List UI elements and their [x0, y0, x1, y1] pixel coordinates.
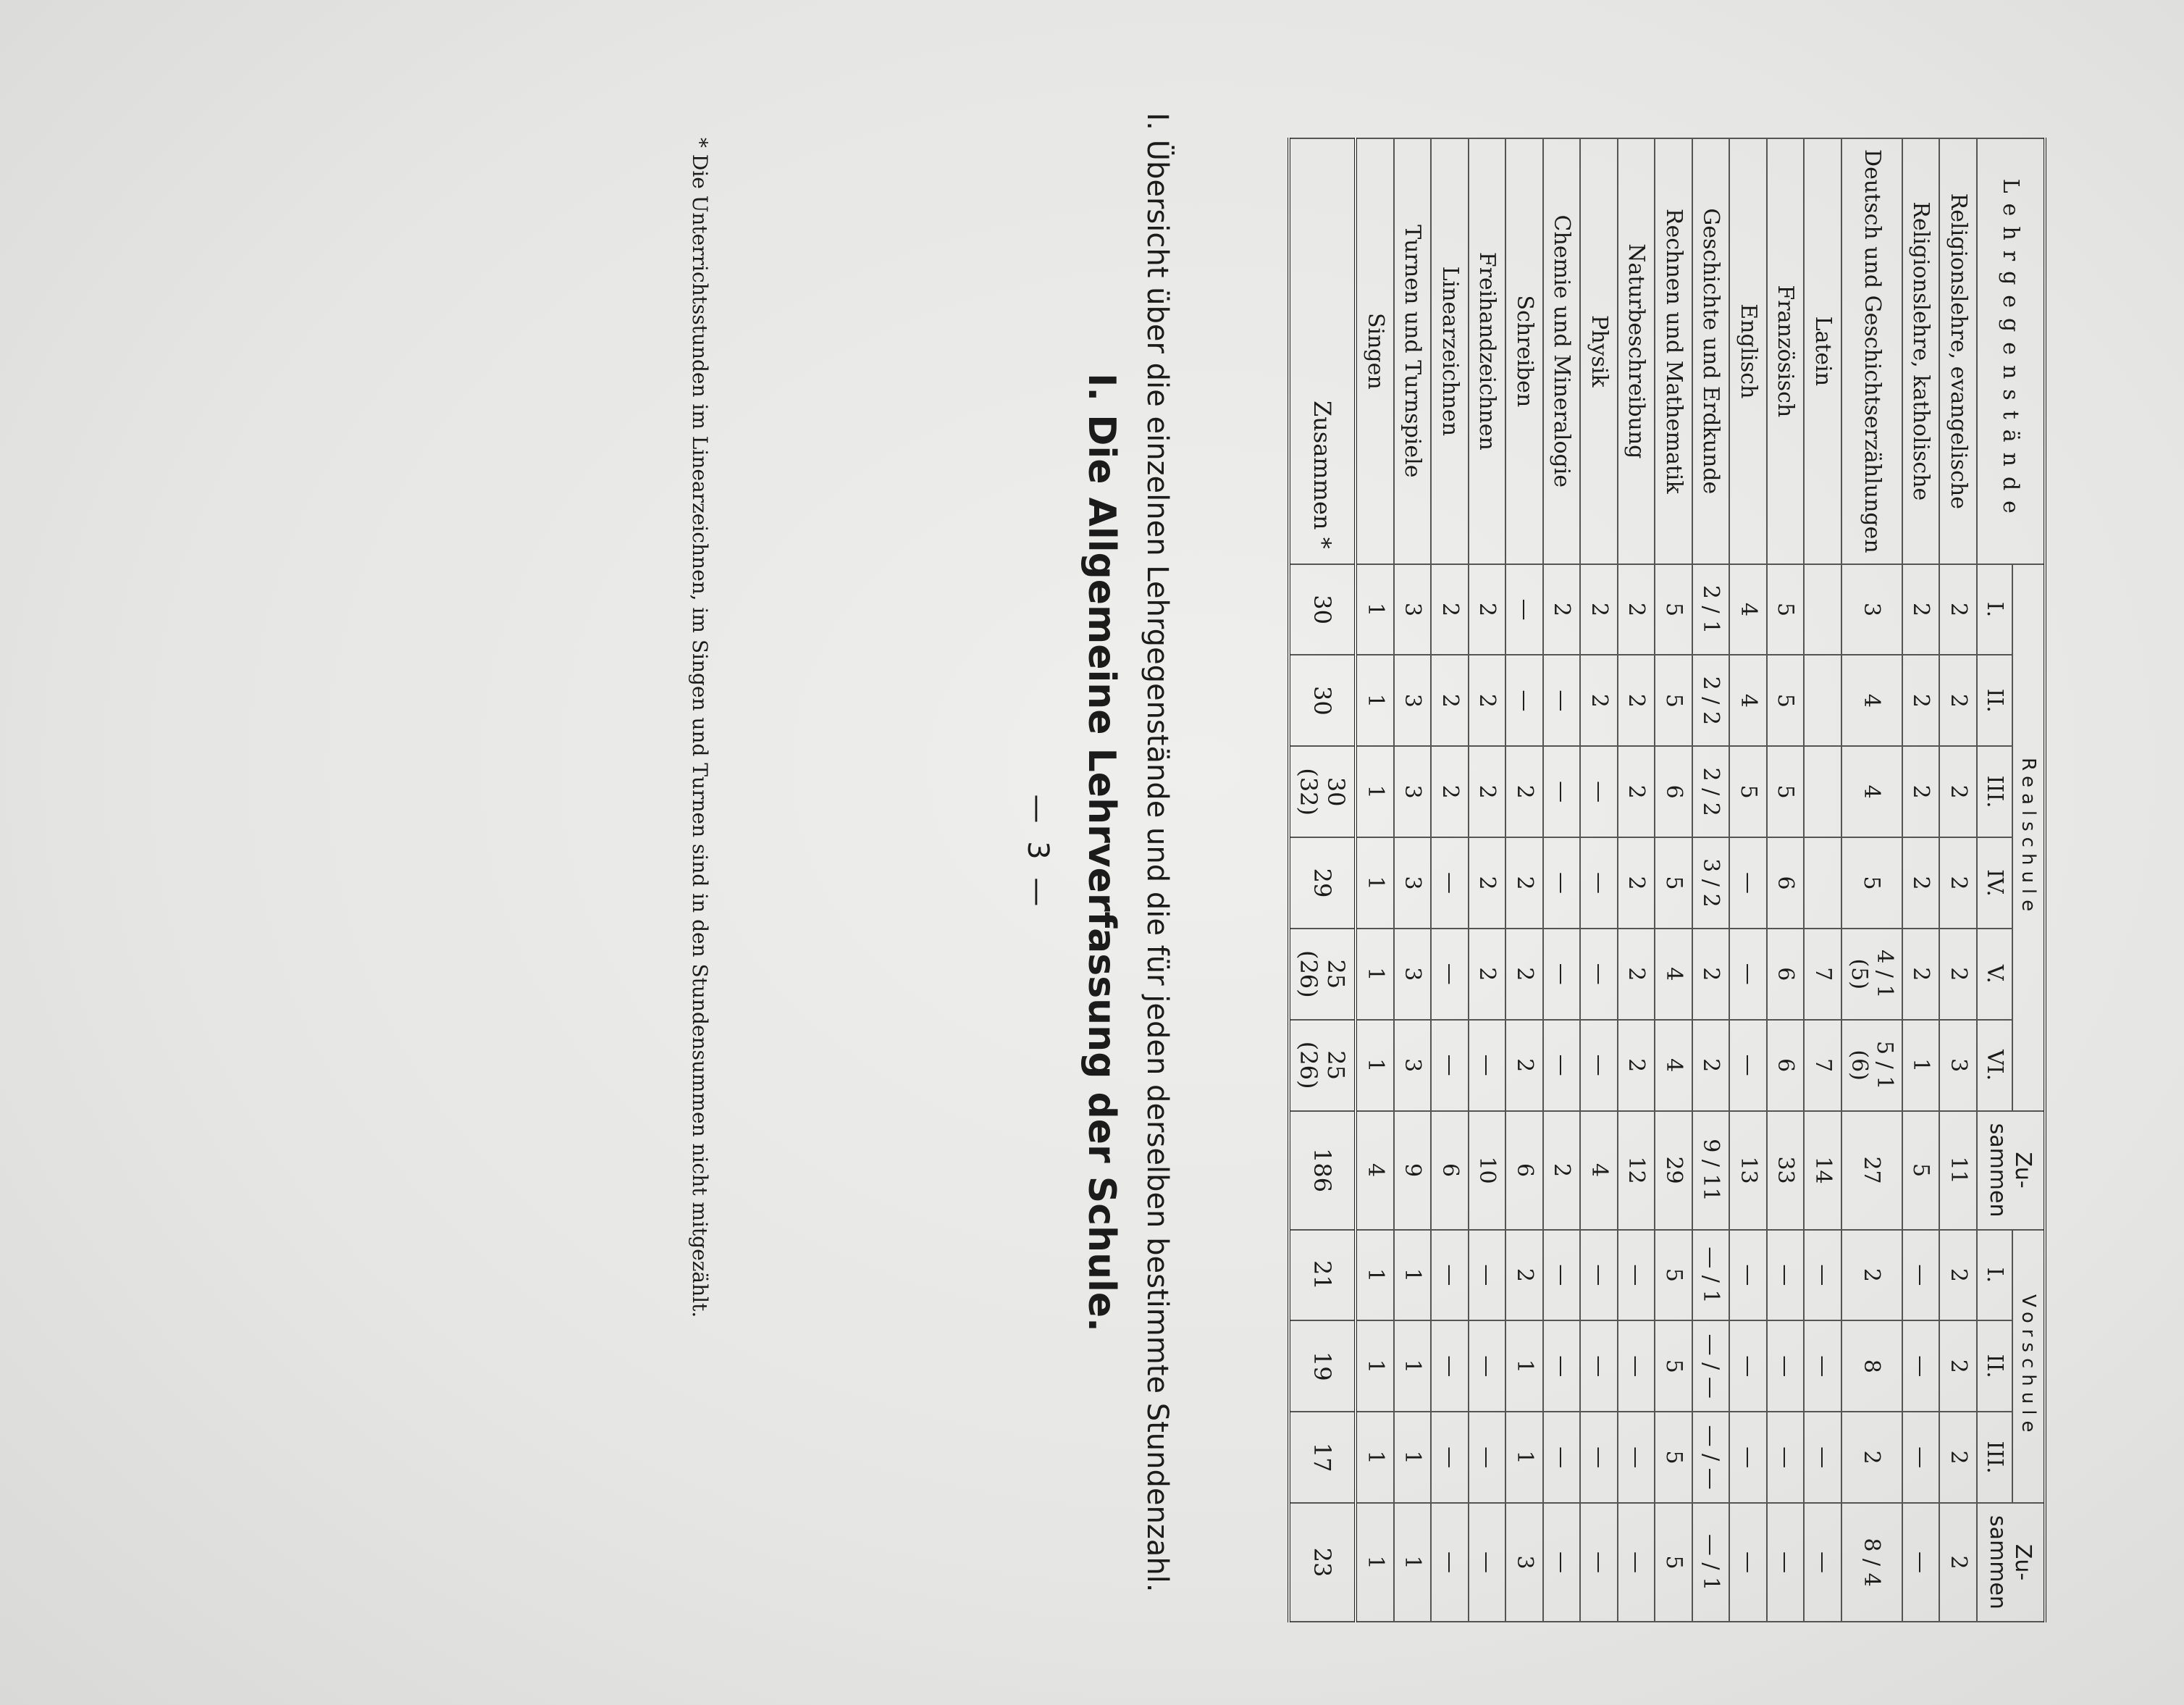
realschule-hours-cell: 3	[1940, 1020, 1978, 1111]
realschule-sum-cell: 29	[1655, 1111, 1693, 1230]
page-title: I. Die Allgemeine Lehrverfassung der Schule.	[1080, 373, 1123, 1332]
table-header-row-1	[2012, 138, 2045, 1622]
vorschule-hours-cell: —	[1543, 1412, 1581, 1503]
realschule-hours-cell: 2	[1469, 837, 1506, 929]
vorschule-hours-cell: —	[1902, 1320, 1940, 1412]
table-row	[1394, 138, 1432, 1622]
realschule-hours-cell: 2 / 2	[1692, 746, 1730, 837]
realschule-hours-cell: 1	[1356, 746, 1395, 837]
realschule-hours-cell: 1	[1356, 564, 1395, 655]
realschule-hours-cell: 5	[1841, 837, 1902, 929]
vorschule-hours-cell: — / 1	[1692, 1230, 1730, 1321]
vorschule-hours-cell: 8	[1841, 1320, 1902, 1412]
subject-cell: Naturbeschreibung	[1618, 138, 1655, 564]
vorschule-hours-cell: —	[1618, 1320, 1655, 1412]
subject-cell: Religionslehre, evangelische	[1940, 138, 1978, 564]
realschule-hours-cell: 4 / 1 (5)	[1841, 929, 1902, 1020]
table-row	[1767, 138, 1805, 1622]
realschule-sum-cell: 6	[1432, 1111, 1469, 1230]
table-row	[1841, 138, 1902, 1622]
subject-cell: Freihandzeichnen	[1469, 138, 1506, 564]
table-row	[1655, 138, 1693, 1622]
vorschule-hours-cell: —	[1432, 1320, 1469, 1412]
realschule-hours-cell: 2	[1940, 837, 1978, 929]
realschule-sum-cell: 5	[1902, 1111, 1940, 1230]
realschule-hours-cell: 3	[1394, 929, 1432, 1020]
realschule-hours-cell: 2	[1469, 929, 1506, 1020]
vorschule-hours-cell: 1	[1356, 1320, 1395, 1412]
vorschule-hours-cell: 2	[1940, 1412, 1978, 1503]
realschule-hours-cell: 6	[1767, 1020, 1805, 1111]
realschule-hours-cell: —	[1506, 655, 1544, 746]
vorschule-sum-cell: —	[1902, 1503, 1940, 1622]
table-body	[1290, 138, 1978, 1622]
table-row	[1805, 138, 1842, 1622]
realschule-total-cell: 30	[1290, 564, 1356, 655]
total-label: Zusammen *	[1290, 138, 1356, 564]
realschule-hours-cell: 2 / 2	[1692, 655, 1730, 746]
realschule-hours-cell: —	[1432, 929, 1469, 1020]
realschule-hours-cell: 2	[1902, 929, 1940, 1020]
vorschule-sum-cell: —	[1805, 1503, 1842, 1622]
realschule-hours-cell: 4	[1655, 1020, 1693, 1111]
realschule-sum-cell: 9	[1394, 1111, 1432, 1230]
realschule-hours-cell: 2	[1469, 655, 1506, 746]
realschule-sum-cell: 4	[1581, 1111, 1618, 1230]
vorschule-hours-cell: —	[1618, 1412, 1655, 1503]
realschule-hours-cell: —	[1469, 1020, 1506, 1111]
realschule-total-cell: 30 (32)	[1290, 746, 1356, 837]
realschule-hours-cell: 5	[1655, 564, 1693, 655]
realschule-hours-cell: 7	[1805, 1020, 1842, 1111]
vorschule-hours-cell: 1	[1356, 1412, 1395, 1503]
subject-cell: Rechnen und Mathematik	[1655, 138, 1693, 564]
realschule-total-header: Zu- sammen	[1977, 1111, 2045, 1230]
realschule-sum-cell: 10	[1469, 1111, 1506, 1230]
realschule-sum-cell: 12	[1618, 1111, 1655, 1230]
realschule-hours-cell: 2	[1432, 564, 1469, 655]
subject-cell: Französisch	[1767, 138, 1805, 564]
realschule-hours-cell: 3 / 2	[1692, 837, 1730, 929]
subject-cell: Turnen und Turnspiele	[1394, 138, 1432, 564]
vorschule-hours-cell: —	[1432, 1230, 1469, 1321]
vorschule-hours-cell: 1	[1394, 1412, 1432, 1503]
vorschule-hours-cell: —	[1805, 1320, 1842, 1412]
realschule-hours-cell: 5	[1730, 746, 1768, 837]
realschule-hours-cell: —	[1543, 746, 1581, 837]
vorschule-sum-cell: 1	[1394, 1503, 1432, 1622]
vorschule-sum-cell: 1	[1356, 1503, 1395, 1622]
realschule-hours-cell: 1	[1356, 655, 1395, 746]
realschule-hours-cell: 2	[1581, 564, 1618, 655]
subject-cell: Linearzeichnen	[1432, 138, 1469, 564]
realschule-hours-cell: —	[1543, 837, 1581, 929]
vorschule-sum-cell: —	[1730, 1503, 1768, 1622]
vorschule-hours-cell: 1	[1506, 1412, 1544, 1503]
vorschule-header: Vorschule	[2012, 1230, 2045, 1503]
realschule-hours-cell: 2	[1618, 837, 1655, 929]
vorschule-sum-cell: — / 1	[1692, 1503, 1730, 1622]
vorschule-hours-cell: 5	[1655, 1412, 1693, 1503]
realschule-hours-cell: 2	[1581, 655, 1618, 746]
vorschule-total-header: Zu- sammen	[1977, 1503, 2045, 1622]
realschule-hours-cell: —	[1581, 746, 1618, 837]
vorschule-hours-cell: —	[1902, 1230, 1940, 1321]
vorschule-class-header: III.	[1977, 1412, 2012, 1503]
total-row	[1290, 138, 1356, 1622]
realschule-hours-cell	[1805, 746, 1842, 837]
realschule-hours-cell: 2	[1902, 746, 1940, 837]
table-row	[1692, 138, 1730, 1622]
realschule-hours-cell: 2	[1902, 837, 1940, 929]
vorschule-total-cell: 21	[1290, 1230, 1356, 1321]
realschule-hours-cell: —	[1581, 837, 1618, 929]
realschule-hours-cell: 2	[1506, 837, 1544, 929]
vorschule-hours-cell: —	[1730, 1412, 1768, 1503]
realschule-class-header: VI.	[1977, 1020, 2012, 1111]
realschule-hours-cell: 2	[1692, 929, 1730, 1020]
vorschule-sum-cell: —	[1469, 1503, 1506, 1622]
realschule-hours-cell: 6	[1655, 746, 1693, 837]
realschule-hours-cell: 2	[1506, 1020, 1544, 1111]
realschule-hours-cell: 5	[1767, 564, 1805, 655]
vorschule-hours-cell: 2	[1506, 1230, 1544, 1321]
vorschule-hours-cell: 2	[1940, 1320, 1978, 1412]
vorschule-class-header: II.	[1977, 1320, 2012, 1412]
realschule-hours-cell: 2	[1432, 746, 1469, 837]
vorschule-hours-cell: 1	[1356, 1230, 1395, 1321]
realschule-hours-cell: 5	[1767, 655, 1805, 746]
realschule-sum-cell: 11	[1940, 1111, 1978, 1230]
realschule-grand-total: 186	[1290, 1111, 1356, 1230]
curriculum-table	[1288, 138, 2047, 1622]
realschule-sum-cell: 2	[1543, 1111, 1581, 1230]
vorschule-hours-cell: 1	[1506, 1320, 1544, 1412]
realschule-hours-cell: —	[1506, 564, 1544, 655]
page-number: — 3 —	[1021, 794, 1054, 911]
vorschule-hours-cell: —	[1902, 1412, 1940, 1503]
table-row	[1356, 138, 1395, 1622]
realschule-hours-cell: 4	[1655, 929, 1693, 1020]
vorschule-sum-cell: —	[1432, 1503, 1469, 1622]
realschule-hours-cell: 1	[1902, 1020, 1940, 1111]
vorschule-sum-cell: —	[1581, 1503, 1618, 1622]
vorschule-hours-cell: —	[1581, 1230, 1618, 1321]
subject-cell: Latein	[1805, 138, 1842, 564]
realschule-hours-cell: 5	[1655, 837, 1693, 929]
vorschule-hours-cell: —	[1543, 1320, 1581, 1412]
realschule-class-header: II.	[1977, 655, 2012, 746]
table-row	[1618, 138, 1655, 1622]
realschule-hours-cell: 2	[1902, 564, 1940, 655]
realschule-hours-cell: —	[1730, 929, 1768, 1020]
realschule-hours-cell: 2 / 1	[1692, 564, 1730, 655]
vorschule-total-cell: 17	[1290, 1412, 1356, 1503]
realschule-hours-cell: 2	[1902, 655, 1940, 746]
subject-cell: Physik	[1581, 138, 1618, 564]
realschule-hours-cell: —	[1432, 837, 1469, 929]
vorschule-hours-cell: —	[1805, 1230, 1842, 1321]
vorschule-sum-cell: 8 / 4	[1841, 1503, 1902, 1622]
realschule-hours-cell: 2	[1618, 929, 1655, 1020]
vorschule-hours-cell: — / —	[1692, 1320, 1730, 1412]
realschule-hours-cell: 3	[1841, 564, 1902, 655]
vorschule-hours-cell: — / —	[1692, 1412, 1730, 1503]
vorschule-sum-cell: 5	[1655, 1503, 1693, 1622]
vorschule-hours-cell: 5	[1655, 1230, 1693, 1321]
table-row	[1902, 138, 1940, 1622]
realschule-total-cell: 25 (26)	[1290, 1020, 1356, 1111]
realschule-hours-cell: 2	[1543, 564, 1581, 655]
realschule-hours-cell: 2	[1469, 746, 1506, 837]
realschule-hours-cell: 2	[1940, 564, 1978, 655]
realschule-hours-cell: —	[1432, 1020, 1469, 1111]
vorschule-hours-cell: 2	[1940, 1230, 1978, 1321]
vorschule-hours-cell: —	[1469, 1320, 1506, 1412]
table-row	[1730, 138, 1768, 1622]
vorschule-hours-cell: —	[1767, 1320, 1805, 1412]
vorschule-hours-cell: 2	[1841, 1230, 1902, 1321]
realschule-header: Realschule	[2012, 564, 2045, 1111]
subject-cell: Englisch	[1730, 138, 1768, 564]
realschule-hours-cell: 6	[1767, 837, 1805, 929]
subject-cell: Deutsch und Geschichtserzählungen	[1841, 138, 1902, 564]
vorschule-hours-cell: 1	[1394, 1230, 1432, 1321]
realschule-hours-cell: 3	[1394, 564, 1432, 655]
realschule-sum-cell: 4	[1356, 1111, 1395, 1230]
realschule-class-header: III.	[1977, 746, 2012, 837]
realschule-sum-cell: 6	[1506, 1111, 1544, 1230]
subject-cell: Schreiben	[1506, 138, 1544, 564]
realschule-hours-cell: 1	[1356, 1020, 1395, 1111]
realschule-hours-cell	[1805, 564, 1842, 655]
realschule-hours-cell: 3	[1394, 746, 1432, 837]
realschule-hours-cell: 5	[1767, 746, 1805, 837]
vorschule-class-header: I.	[1977, 1230, 2012, 1321]
realschule-hours-cell: —	[1730, 837, 1768, 929]
vorschule-hours-cell: —	[1581, 1320, 1618, 1412]
footnote: * Die Unterrichtsstunden im Linearzeichnen, im Singen und Turnen sind in den Stundensummen nicht mitgezählt.	[688, 138, 712, 1318]
realschule-hours-cell	[1805, 837, 1842, 929]
realschule-hours-cell: 3	[1394, 837, 1432, 929]
realschule-hours-cell: 2	[1618, 655, 1655, 746]
realschule-hours-cell: 4	[1841, 746, 1902, 837]
table-caption: I. Übersicht über die einzelnen Lehrgegenstände und die für jeden derselben bestimmte Stundenzahl.	[1141, 112, 1174, 1593]
realschule-hours-cell: 2	[1940, 655, 1978, 746]
vorschule-hours-cell: —	[1730, 1230, 1768, 1321]
realschule-sum-cell: 9 / 11	[1692, 1111, 1730, 1230]
vorschule-hours-cell: 1	[1394, 1320, 1432, 1412]
vorschule-hours-cell: —	[1767, 1412, 1805, 1503]
realschule-hours-cell: 2	[1618, 564, 1655, 655]
vorschule-hours-cell: —	[1730, 1320, 1768, 1412]
realschule-sum-cell: 33	[1767, 1111, 1805, 1230]
table-row	[1469, 138, 1506, 1622]
realschule-hours-cell: 2	[1506, 929, 1544, 1020]
realschule-hours-cell: 3	[1394, 655, 1432, 746]
realschule-hours-cell: 1	[1356, 837, 1395, 929]
vorschule-hours-cell: —	[1469, 1230, 1506, 1321]
realschule-hours-cell: 3	[1394, 1020, 1432, 1111]
realschule-class-header: IV.	[1977, 837, 2012, 929]
subject-cell: Singen	[1356, 138, 1395, 564]
vorschule-sum-cell: 3	[1506, 1503, 1544, 1622]
vorschule-hours-cell: —	[1805, 1412, 1842, 1503]
vorschule-sum-cell: —	[1543, 1503, 1581, 1622]
realschule-hours-cell: 4	[1730, 655, 1768, 746]
realschule-sum-cell: 27	[1841, 1111, 1902, 1230]
realschule-hours-cell: 2	[1469, 564, 1506, 655]
realschule-sum-cell: 13	[1730, 1111, 1768, 1230]
realschule-hours-cell: 7	[1805, 929, 1842, 1020]
table-row	[1506, 138, 1544, 1622]
realschule-hours-cell: 5	[1655, 655, 1693, 746]
vorschule-hours-cell: —	[1767, 1230, 1805, 1321]
vorschule-grand-total: 23	[1290, 1503, 1356, 1622]
vorschule-total-cell: 19	[1290, 1320, 1356, 1412]
table-row	[1940, 138, 1978, 1622]
vorschule-sum-cell: —	[1618, 1503, 1655, 1622]
realschule-hours-cell: 2	[1940, 746, 1978, 837]
realschule-class-header: V.	[1977, 929, 2012, 1020]
vorschule-sum-cell: 2	[1940, 1503, 1978, 1622]
realschule-hours-cell	[1805, 655, 1842, 746]
realschule-hours-cell: —	[1581, 1020, 1618, 1111]
realschule-hours-cell: —	[1543, 1020, 1581, 1111]
realschule-hours-cell: —	[1730, 1020, 1768, 1111]
realschule-hours-cell: 6	[1767, 929, 1805, 1020]
table-row	[1543, 138, 1581, 1622]
realschule-hours-cell: 2	[1692, 1020, 1730, 1111]
realschule-hours-cell: 4	[1730, 564, 1768, 655]
realschule-hours-cell: 2	[1940, 929, 1978, 1020]
vorschule-hours-cell: —	[1618, 1230, 1655, 1321]
realschule-hours-cell: 2	[1618, 746, 1655, 837]
vorschule-hours-cell: —	[1543, 1230, 1581, 1321]
vorschule-sum-cell: —	[1767, 1503, 1805, 1622]
realschule-hours-cell: 5 / 1 (6)	[1841, 1020, 1902, 1111]
realschule-hours-cell: 2	[1506, 746, 1544, 837]
table-row	[1581, 138, 1618, 1622]
subject-cell: Religionslehre, katholische	[1902, 138, 1940, 564]
vorschule-hours-cell: —	[1469, 1412, 1506, 1503]
realschule-hours-cell: —	[1543, 929, 1581, 1020]
realschule-hours-cell: 2	[1618, 1020, 1655, 1111]
vorschule-hours-cell: 5	[1655, 1320, 1693, 1412]
realschule-class-header: I.	[1977, 564, 2012, 655]
realschule-total-cell: 30	[1290, 655, 1356, 746]
subject-column-header: Lehrgegenstände	[1977, 138, 2045, 564]
vorschule-hours-cell: —	[1432, 1412, 1469, 1503]
realschule-hours-cell: 2	[1432, 655, 1469, 746]
realschule-hours-cell: —	[1543, 655, 1581, 746]
realschule-total-cell: 25 (26)	[1290, 929, 1356, 1020]
subject-cell: Chemie und Mineralogie	[1543, 138, 1581, 564]
vorschule-hours-cell: 2	[1841, 1412, 1902, 1503]
realschule-sum-cell: 14	[1805, 1111, 1842, 1230]
realschule-hours-cell: 1	[1356, 929, 1395, 1020]
realschule-hours-cell: —	[1581, 929, 1618, 1020]
vorschule-hours-cell: —	[1581, 1412, 1618, 1503]
table-row	[1432, 138, 1469, 1622]
realschule-total-cell: 29	[1290, 837, 1356, 929]
subject-cell: Geschichte und Erdkunde	[1692, 138, 1730, 564]
realschule-hours-cell: 4	[1841, 655, 1902, 746]
